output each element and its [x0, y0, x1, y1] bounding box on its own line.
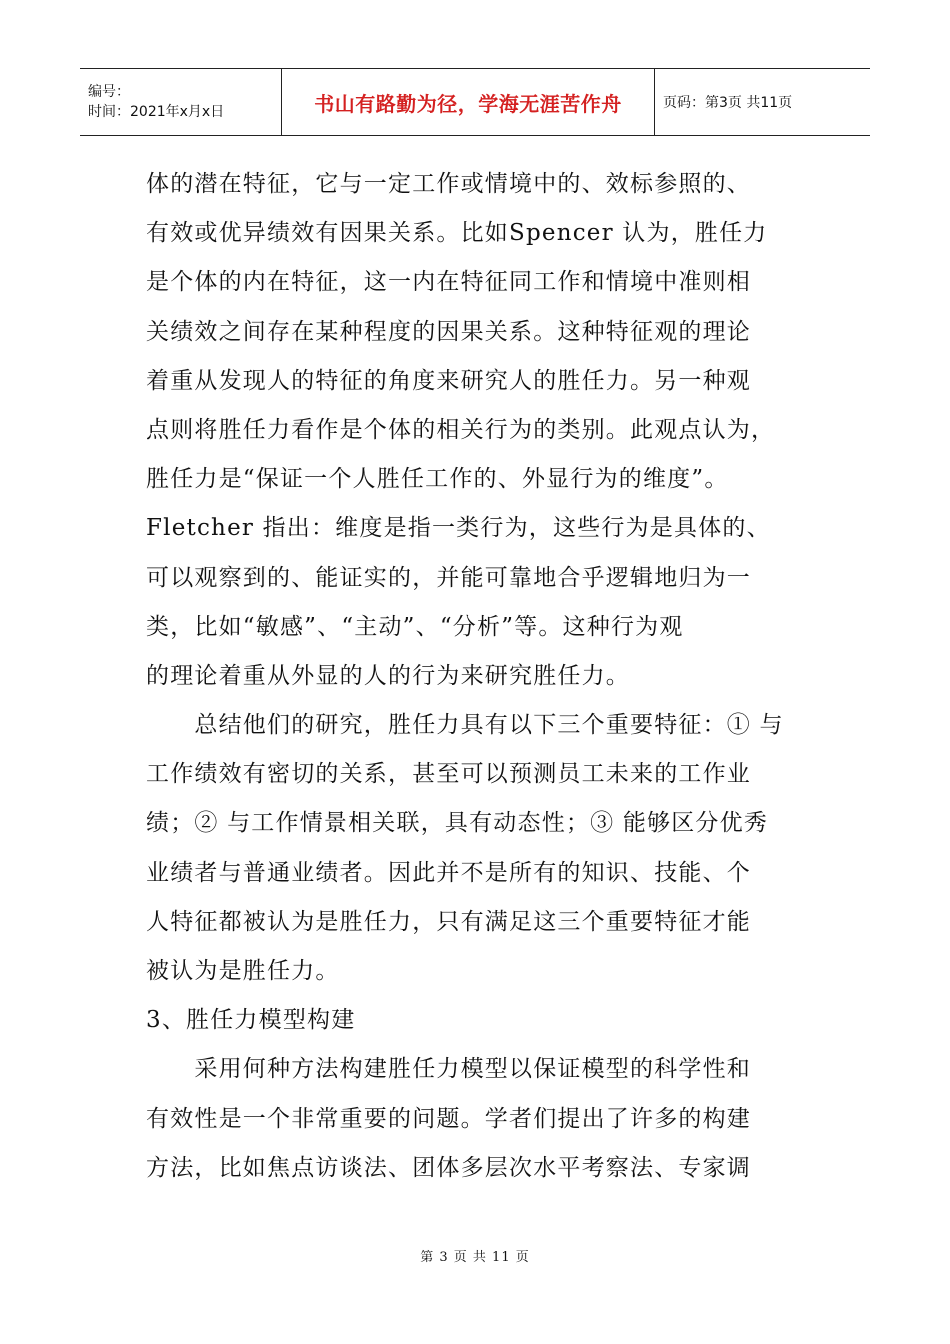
body-line: Fletcher 指出：维度是指一类行为，这些行为是具体的、: [146, 515, 771, 542]
body-line: 有效或优异绩效有因果关系。比如Spencer 认为，胜任力: [146, 220, 768, 247]
body-line: 着重从发现人的特征的角度来研究人的胜任力。另一种观: [146, 367, 751, 394]
page-footer: 第 3 页 共 11 页: [420, 1250, 530, 1265]
body-line: 总结他们的研究，胜任力具有以下三个重要特征：① 与: [146, 712, 784, 739]
body-line: 的理论着重从外显的人的行为来研究胜任力。: [146, 662, 630, 689]
header-motto-cell: [282, 69, 655, 135]
header-page-info-cell: [655, 69, 870, 135]
body-line: 体的潜在特征，它与一定工作或情境中的、效标参照的、: [146, 171, 751, 197]
body-line: 关绩效之间存在某种程度的因果关系。这种特征观的理论: [146, 318, 751, 345]
body-line: 采用何种方法构建胜任力模型以保证模型的科学性和: [146, 1056, 751, 1083]
page-header: [80, 68, 870, 136]
header-meta: [80, 69, 282, 135]
body-line: 业绩者与普通业绩者。因此并不是所有的知识、技能、个: [146, 859, 751, 886]
header-motto: 书山有路勤为径，学海无涯苦作舟: [314, 91, 622, 116]
body-line: 工作绩效有密切的关系，甚至可以预测员工未来的工作业: [146, 761, 751, 788]
number-label: 编号：: [88, 84, 130, 100]
body-line: 类，比如“敏感”、“主动”、“分析”等。这种行为观: [146, 613, 684, 640]
document-body: [146, 160, 806, 1193]
section-heading: 3、胜任力模型构建: [146, 1007, 356, 1034]
header-page-info: 页码：第3页 共11页: [663, 95, 793, 111]
body-line: 可以观察到的、能证实的，并能可靠地合乎逻辑地归为一: [146, 564, 751, 591]
body-line: 被认为是胜任力。: [146, 958, 340, 984]
body-line: 胜任力是“保证一个人胜任工作的、外显行为的维度”。: [146, 466, 729, 493]
body-line: 是个体的内在特征，这一内在特征同工作和情境中准则相: [146, 269, 751, 296]
time-label: 时间：2021年x月x日: [88, 104, 225, 120]
body-line: 点则将胜任力看作是个体的相关行为的类别。此观点认为，: [146, 416, 776, 443]
body-line: 方法，比如焦点访谈法、团体多层次水平考察法、专家调: [146, 1154, 751, 1181]
body-line: 绩；② 与工作情景相关联，具有动态性；③ 能够区分优秀: [146, 810, 769, 837]
body-line: 人特征都被认为是胜任力，只有满足这三个重要特征才能: [146, 908, 751, 935]
body-line: 有效性是一个非常重要的问题。学者们提出了许多的构建: [146, 1105, 751, 1132]
